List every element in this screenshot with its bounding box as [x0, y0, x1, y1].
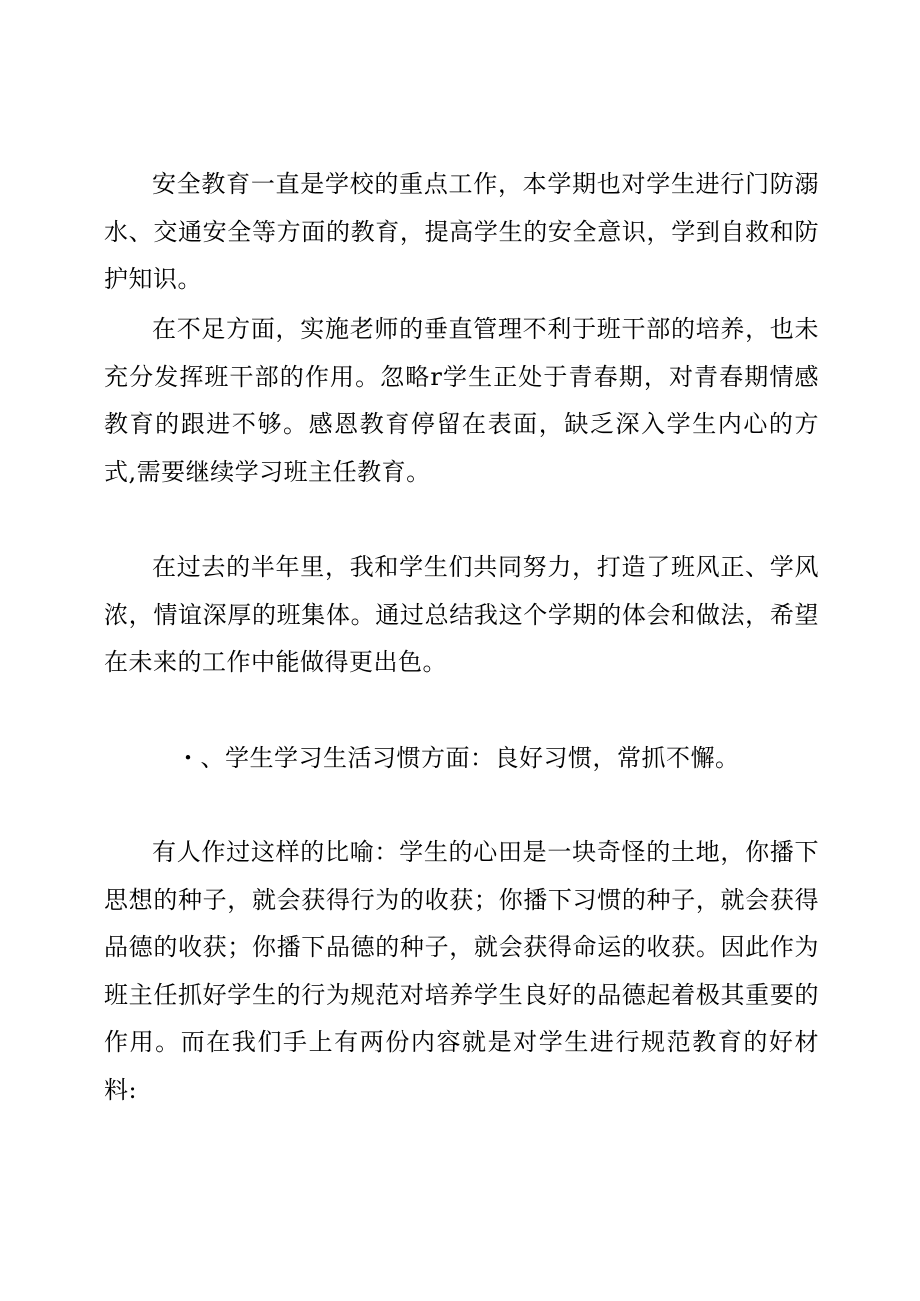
paragraph-habits: 有人作过这样的比喻：学生的心田是一块奇怪的土地，你播下思想的种子，就会获得行为的收获；你播下习惯的种子，就会获得品德的收获；你播下品德的种子，就会获得命运的收获。因此作为班主任抓好学生的行为规范对培养学生良好的品德起着极其重要的作用。而在我们手上有两份内容就是对学生进行规范教育的好材料: — [104, 838, 819, 1104]
paragraph-safety-education: 安全教育一直是学校的重点工作，本学期也对学生进行门防溺水、交通安全等方面的教育，提高学生的安全意识，学到自救和防护知识。 — [104, 170, 819, 293]
section-heading: ・、学生学习生活习惯方面：良好习惯，常抓不懈。 — [176, 744, 740, 772]
paragraph-summary: 在过去的半年里，我和学生们共同努力，打造了班风正、学风浓，情谊深厚的班集体。通过总结我这个学期的体会和做法，希望在未来的工作中能做得更出色。 — [104, 553, 819, 676]
paragraph-shortcomings: 在不足方面，实施老师的垂直管理不利于班干部的培养，也未充分发挥班干部的作用。忽略r学生正处于青春期，对青春期情感教育的跟进不够。感恩教育停留在表面，缺乏深入学生内心的方式,需要继续学习班主任教育。 — [104, 315, 819, 486]
